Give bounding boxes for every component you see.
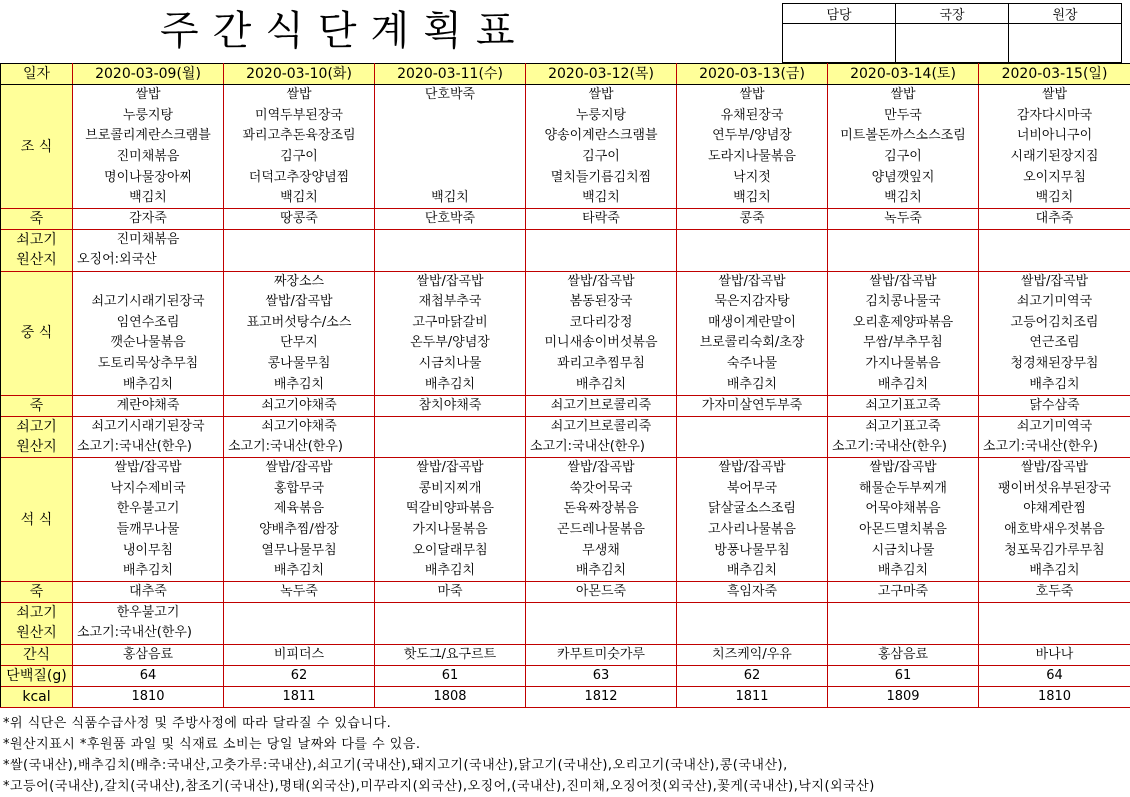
lunch-origin-label: 원산지 <box>1 437 73 458</box>
menu-cell: 매생이계란말이 <box>677 312 828 333</box>
menu-cell: 쌀밥 <box>979 85 1130 106</box>
menu-cell <box>375 167 526 188</box>
menu-cell: 김구이 <box>526 147 677 168</box>
snack-cell: 바나나 <box>979 644 1130 665</box>
menu-cell: 양송이계란스크램블 <box>526 126 677 147</box>
menu-cell: 김치콩나물국 <box>828 292 979 313</box>
date-header-cell: 2020-03-14(토) <box>828 64 979 85</box>
weekly-menu-table <box>0 63 1130 708</box>
menu-cell <box>375 105 526 126</box>
menu-cell: 한우불고기 <box>73 499 224 520</box>
menu-cell: 청경채된장무침 <box>979 354 1130 375</box>
porridge-cell: 참치야채죽 <box>375 395 526 416</box>
menu-cell: 배추김치 <box>73 561 224 582</box>
dinner-menu-row <box>1 478 1130 499</box>
menu-cell: 배추김치 <box>73 374 224 395</box>
date-header-cell: 2020-03-10(화) <box>224 64 375 85</box>
dinner-menu-row <box>1 540 1130 561</box>
menu-cell: 닭살굴소스조림 <box>677 499 828 520</box>
menu-cell: 방풍나물무침 <box>677 540 828 561</box>
protein-cell: 63 <box>526 665 677 686</box>
menu-cell <box>73 271 224 292</box>
menu-cell: 단무지 <box>224 333 375 354</box>
menu-cell: 짜장소스 <box>224 271 375 292</box>
menu-cell: 쇠고기시래기된장국 <box>73 292 224 313</box>
date-header-cell: 2020-03-12(목) <box>526 64 677 85</box>
menu-cell: 쌀밥 <box>73 85 224 106</box>
origin-cell <box>828 250 979 271</box>
menu-cell <box>375 126 526 147</box>
menu-cell: 백김치 <box>526 188 677 209</box>
breakfast-menu-row <box>1 167 1130 188</box>
breakfast-menu-row <box>1 188 1130 209</box>
origin-cell: 한우불고기 <box>73 603 224 624</box>
origin-cell <box>526 230 677 251</box>
breakfast-menu-row <box>1 147 1130 168</box>
menu-cell: 무쌈/부추무침 <box>828 333 979 354</box>
menu-cell: 무생채 <box>526 540 677 561</box>
origin-cell <box>224 230 375 251</box>
kcal-cell: 1810 <box>979 686 1130 707</box>
breakfast-origin-row <box>1 250 1130 271</box>
menu-cell: 가지나물볶음 <box>375 520 526 541</box>
menu-cell: 쌀밥/잡곡밥 <box>677 458 828 479</box>
menu-cell: 고구마닭갈비 <box>375 312 526 333</box>
origin-cell <box>526 250 677 271</box>
menu-cell: 쌀밥 <box>224 85 375 106</box>
menu-cell: 온두부/양념장 <box>375 333 526 354</box>
porridge-cell: 단호박죽 <box>375 209 526 230</box>
porridge-cell: 흑임자죽 <box>677 582 828 603</box>
menu-cell: 배추김치 <box>526 374 677 395</box>
origin-cell: 소고기:국내산(한우) <box>526 437 677 458</box>
menu-cell: 진미채볶음 <box>73 147 224 168</box>
origin-cell <box>224 623 375 644</box>
menu-cell: 누룽지탕 <box>526 105 677 126</box>
lunch-menu-row <box>1 271 1130 292</box>
dinner-menu-row <box>1 499 1130 520</box>
lunch-menu-row <box>1 354 1130 375</box>
protein-cell: 61 <box>375 665 526 686</box>
origin-cell <box>375 623 526 644</box>
menu-cell: 봄동된장국 <box>526 292 677 313</box>
menu-cell: 고등어김치조림 <box>979 312 1130 333</box>
porridge-cell: 쇠고기야채죽 <box>224 395 375 416</box>
menu-cell: 오리훈제양파볶음 <box>828 312 979 333</box>
date-header-cell: 2020-03-11(수) <box>375 64 526 85</box>
menu-cell: 꽈리고추찜무침 <box>526 354 677 375</box>
date-header-cell: 2020-03-13(금) <box>677 64 828 85</box>
menu-cell: 깻순나물볶음 <box>73 333 224 354</box>
kcal-cell: 1812 <box>526 686 677 707</box>
porridge-cell: 대추죽 <box>73 582 224 603</box>
kcal-cell: 1810 <box>73 686 224 707</box>
menu-cell: 고사리나물볶음 <box>677 520 828 541</box>
origin-cell <box>828 230 979 251</box>
origin-cell <box>375 603 526 624</box>
porridge-cell: 대추죽 <box>979 209 1130 230</box>
menu-cell: 더덕고추장양념찜 <box>224 167 375 188</box>
origin-cell: 소고기:국내산(한우) <box>224 437 375 458</box>
note-line: *고등어(국내산),갈치(국내산),참조기(국내산),명태(외국산),미꾸라지(외국산),오징어,(국내산),진미채,오징어젓(외국산),꽃게(국내산),낙지(외국산) <box>3 776 875 797</box>
menu-cell: 배추김치 <box>677 374 828 395</box>
approval-box <box>782 3 1122 63</box>
kcal-cell: 1811 <box>224 686 375 707</box>
menu-cell: 제육볶음 <box>224 499 375 520</box>
approval-label-head: 원장 <box>1009 4 1122 24</box>
menu-cell: 오이달래무침 <box>375 540 526 561</box>
menu-cell: 콩나물무침 <box>224 354 375 375</box>
origin-cell: 쇠고기미역국 <box>979 416 1130 437</box>
breakfast-label: 조 식 <box>1 85 73 209</box>
menu-cell: 배추김치 <box>828 374 979 395</box>
breakfast-origin-label: 원산지 <box>1 250 73 271</box>
menu-cell: 배추김치 <box>375 561 526 582</box>
menu-cell: 쌀밥/잡곡밥 <box>526 271 677 292</box>
menu-cell: 들깨무나물 <box>73 520 224 541</box>
dinner-menu-row <box>1 520 1130 541</box>
lunch-origin-label: 쇠고기 <box>1 416 73 437</box>
approval-signature-cell[interactable] <box>1009 24 1122 63</box>
menu-cell: 팽이버섯유부된장국 <box>979 478 1130 499</box>
snack-cell: 비피더스 <box>224 644 375 665</box>
lunch-menu-row <box>1 333 1130 354</box>
menu-cell: 가지나물볶음 <box>828 354 979 375</box>
menu-cell: 백김치 <box>677 188 828 209</box>
menu-cell: 콩비지찌개 <box>375 478 526 499</box>
menu-cell: 시금치나물 <box>375 354 526 375</box>
porridge-cell: 콩죽 <box>677 209 828 230</box>
protein-row <box>1 665 1130 686</box>
origin-cell <box>979 250 1130 271</box>
porridge-cell: 쇠고기표고죽 <box>828 395 979 416</box>
origin-cell <box>375 416 526 437</box>
porridge-cell: 아몬드죽 <box>526 582 677 603</box>
menu-cell: 감자다시마국 <box>979 105 1130 126</box>
protein-cell: 64 <box>73 665 224 686</box>
menu-cell: 곤드레나물볶음 <box>526 520 677 541</box>
protein-cell: 62 <box>224 665 375 686</box>
menu-cell: 쌀밥/잡곡밥 <box>828 271 979 292</box>
dinner-origin-label: 원산지 <box>1 623 73 644</box>
origin-cell: 쇠고기표고죽 <box>828 416 979 437</box>
protein-label: 단백질(g) <box>1 665 73 686</box>
porridge-cell: 쇠고기브로콜리죽 <box>526 395 677 416</box>
menu-cell: 백김치 <box>224 188 375 209</box>
menu-cell: 해물순두부찌개 <box>828 478 979 499</box>
origin-cell <box>979 230 1130 251</box>
origin-cell <box>526 603 677 624</box>
menu-cell: 야채계란찜 <box>979 499 1130 520</box>
dinner-menu-row <box>1 458 1130 479</box>
menu-cell: 쑥갓어묵국 <box>526 478 677 499</box>
menu-cell <box>375 147 526 168</box>
menu-cell: 백김치 <box>73 188 224 209</box>
lunch-origin-row <box>1 416 1130 437</box>
snack-cell: 치즈케익/우유 <box>677 644 828 665</box>
lunch-porridge-label: 죽 <box>1 395 73 416</box>
menu-cell: 누룽지탕 <box>73 105 224 126</box>
origin-cell <box>979 603 1130 624</box>
date-header-cell: 2020-03-09(월) <box>73 64 224 85</box>
dinner-origin-label: 쇠고기 <box>1 603 73 624</box>
notes-section <box>3 713 875 797</box>
menu-cell: 낙지수제비국 <box>73 478 224 499</box>
menu-cell: 배추김치 <box>979 561 1130 582</box>
menu-cell: 백김치 <box>979 188 1130 209</box>
protein-cell: 64 <box>979 665 1130 686</box>
header-row <box>1 64 1130 85</box>
menu-cell: 쌀밥 <box>677 85 828 106</box>
menu-cell: 청포묵김가루무침 <box>979 540 1130 561</box>
origin-cell <box>526 623 677 644</box>
menu-cell: 양념깻잎지 <box>828 167 979 188</box>
menu-cell: 김구이 <box>224 147 375 168</box>
origin-cell <box>677 437 828 458</box>
origin-cell: 쇠고기시래기된장국 <box>73 416 224 437</box>
menu-cell: 쌀밥 <box>526 85 677 106</box>
approval-signature-cell[interactable] <box>783 24 896 63</box>
menu-cell: 쌀밥/잡곡밥 <box>526 458 677 479</box>
menu-cell: 도토리묵상추무침 <box>73 354 224 375</box>
menu-cell: 재첩부추국 <box>375 292 526 313</box>
menu-cell: 표고버섯탕수/소스 <box>224 312 375 333</box>
menu-cell: 묵은지감자탕 <box>677 292 828 313</box>
menu-cell: 쌀밥/잡곡밥 <box>979 458 1130 479</box>
menu-cell: 백김치 <box>828 188 979 209</box>
porridge-cell: 감자죽 <box>73 209 224 230</box>
menu-cell: 떡갈비양파볶음 <box>375 499 526 520</box>
dinner-label: 석 식 <box>1 458 73 582</box>
protein-cell: 61 <box>828 665 979 686</box>
menu-cell: 배추김치 <box>526 561 677 582</box>
menu-cell: 백김치 <box>375 188 526 209</box>
menu-cell: 배추김치 <box>224 374 375 395</box>
snack-cell: 카무트미숫가루 <box>526 644 677 665</box>
breakfast-menu-row <box>1 126 1130 147</box>
menu-cell: 명이나물장아찌 <box>73 167 224 188</box>
menu-cell: 쌀밥/잡곡밥 <box>224 458 375 479</box>
kcal-cell: 1809 <box>828 686 979 707</box>
origin-cell: 진미채볶음 <box>73 230 224 251</box>
origin-cell <box>677 623 828 644</box>
origin-cell <box>375 250 526 271</box>
menu-cell: 김구이 <box>828 147 979 168</box>
menu-cell: 브로콜리계란스크램블 <box>73 126 224 147</box>
menu-cell: 너비아니구이 <box>979 126 1130 147</box>
breakfast-origin-label: 쇠고기 <box>1 230 73 251</box>
porridge-cell: 호두죽 <box>979 582 1130 603</box>
menu-cell: 낙지젓 <box>677 167 828 188</box>
porridge-cell: 타락죽 <box>526 209 677 230</box>
menu-cell: 미니새송이버섯볶음 <box>526 333 677 354</box>
dinner-origin-row <box>1 603 1130 624</box>
origin-cell: 소고기:국내산(한우) <box>73 437 224 458</box>
snack-row <box>1 644 1130 665</box>
snack-cell: 홍삼음료 <box>828 644 979 665</box>
origin-cell: 쇠고기야채죽 <box>224 416 375 437</box>
kcal-cell: 1811 <box>677 686 828 707</box>
dinner-origin-row <box>1 623 1130 644</box>
origin-cell: 오징어:외국산 <box>73 250 224 271</box>
menu-cell: 배추김치 <box>979 374 1130 395</box>
menu-cell: 어묵야채볶음 <box>828 499 979 520</box>
origin-cell <box>677 416 828 437</box>
porridge-cell: 땅콩죽 <box>224 209 375 230</box>
date-header-label: 일자 <box>1 64 73 85</box>
porridge-cell: 녹두죽 <box>828 209 979 230</box>
menu-cell: 양배추찜/쌈장 <box>224 520 375 541</box>
lunch-label: 중 식 <box>1 271 73 395</box>
origin-cell <box>224 250 375 271</box>
protein-cell: 62 <box>677 665 828 686</box>
menu-cell: 코다리강정 <box>526 312 677 333</box>
snack-cell: 홍삼음료 <box>73 644 224 665</box>
origin-cell: 소고기:국내산(한우) <box>979 437 1130 458</box>
porridge-cell: 마죽 <box>375 582 526 603</box>
menu-cell: 열무나물무침 <box>224 540 375 561</box>
origin-cell <box>375 230 526 251</box>
kcal-label: kcal <box>1 686 73 707</box>
menu-cell: 단호박죽 <box>375 85 526 106</box>
porridge-cell: 고구마죽 <box>828 582 979 603</box>
note-line: *위 식단은 식품수급사정 및 주방사정에 따라 달라질 수 있습니다. <box>3 713 875 734</box>
menu-cell: 배추김치 <box>677 561 828 582</box>
menu-cell: 쌀밥/잡곡밥 <box>375 458 526 479</box>
dinner-porridge-label: 죽 <box>1 582 73 603</box>
note-line: *원산지표시 *후원품 과일 및 식재료 소비는 당일 날짜와 다를 수 있음. <box>3 734 875 755</box>
lunch-porridge-row <box>1 395 1130 416</box>
porridge-cell: 닭수삼죽 <box>979 395 1130 416</box>
menu-cell: 연두부/양념장 <box>677 126 828 147</box>
dinner-menu-row <box>1 561 1130 582</box>
origin-cell: 소고기:국내산(한우) <box>73 623 224 644</box>
origin-cell <box>375 437 526 458</box>
breakfast-menu-row <box>1 105 1130 126</box>
menu-cell: 홍합무국 <box>224 478 375 499</box>
kcal-cell: 1808 <box>375 686 526 707</box>
origin-cell <box>677 603 828 624</box>
breakfast-menu-row <box>1 85 1130 106</box>
origin-cell: 쇠고기브로콜리죽 <box>526 416 677 437</box>
menu-cell: 브로콜리숙회/초장 <box>677 333 828 354</box>
menu-cell: 시금치나물 <box>828 540 979 561</box>
menu-cell: 멸치들기름김치찜 <box>526 167 677 188</box>
menu-cell: 유채된장국 <box>677 105 828 126</box>
lunch-menu-row <box>1 312 1130 333</box>
menu-cell: 냉이무침 <box>73 540 224 561</box>
menu-cell: 쌀밥/잡곡밥 <box>375 271 526 292</box>
lunch-menu-row <box>1 374 1130 395</box>
menu-cell: 꽈리고추돈육장조림 <box>224 126 375 147</box>
origin-cell <box>677 230 828 251</box>
menu-cell: 숙주나물 <box>677 354 828 375</box>
menu-cell: 임연수조림 <box>73 312 224 333</box>
menu-cell: 연근조림 <box>979 333 1130 354</box>
menu-cell: 만두국 <box>828 105 979 126</box>
breakfast-porridge-row <box>1 209 1130 230</box>
menu-cell: 쌀밥/잡곡밥 <box>828 458 979 479</box>
dinner-porridge-row <box>1 582 1130 603</box>
porridge-cell: 녹두죽 <box>224 582 375 603</box>
menu-cell: 쌀밥/잡곡밥 <box>677 271 828 292</box>
note-line: *쌀(국내산),배추김치(배추:국내산,고춧가루:국내산),쇠고기(국내산),돼지고기(국내산),닭고기(국내산),오리고기(국내산),콩(국내산), <box>3 755 875 776</box>
origin-cell <box>828 603 979 624</box>
menu-cell: 쌀밥/잡곡밥 <box>979 271 1130 292</box>
menu-cell: 아몬드멸치볶음 <box>828 520 979 541</box>
menu-cell: 미트볼돈까스소스조림 <box>828 126 979 147</box>
lunch-menu-row <box>1 292 1130 313</box>
date-header-cell: 2020-03-15(일) <box>979 64 1130 85</box>
origin-cell <box>224 603 375 624</box>
menu-cell: 쌀밥/잡곡밥 <box>73 458 224 479</box>
page-title: 주간식단계획표 <box>160 6 528 56</box>
breakfast-origin-row <box>1 230 1130 251</box>
menu-cell: 쌀밥 <box>828 85 979 106</box>
origin-cell <box>677 250 828 271</box>
porridge-cell: 가자미살연두부죽 <box>677 395 828 416</box>
approval-signature-cell[interactable] <box>896 24 1009 63</box>
menu-cell: 미역두부된장국 <box>224 105 375 126</box>
origin-cell <box>828 623 979 644</box>
menu-cell: 쌀밥/잡곡밥 <box>224 292 375 313</box>
snack-label: 간식 <box>1 644 73 665</box>
menu-cell: 배추김치 <box>828 561 979 582</box>
approval-label-manager: 담당 <box>783 4 896 24</box>
approval-label-director: 국장 <box>896 4 1009 24</box>
breakfast-porridge-label: 죽 <box>1 209 73 230</box>
menu-cell: 시래기된장지짐 <box>979 147 1130 168</box>
menu-cell: 북어무국 <box>677 478 828 499</box>
porridge-cell: 계란야채죽 <box>73 395 224 416</box>
menu-cell: 도라지나물볶음 <box>677 147 828 168</box>
menu-cell: 배추김치 <box>375 374 526 395</box>
lunch-origin-row <box>1 437 1130 458</box>
menu-cell: 오이지무침 <box>979 167 1130 188</box>
menu-cell: 배추김치 <box>224 561 375 582</box>
snack-cell: 핫도그/요구르트 <box>375 644 526 665</box>
menu-cell: 쇠고기미역국 <box>979 292 1130 313</box>
kcal-row <box>1 686 1130 707</box>
menu-cell: 돈육짜장볶음 <box>526 499 677 520</box>
menu-cell: 애호박새우젓볶음 <box>979 520 1130 541</box>
origin-cell: 소고기:국내산(한우) <box>828 437 979 458</box>
origin-cell <box>979 623 1130 644</box>
